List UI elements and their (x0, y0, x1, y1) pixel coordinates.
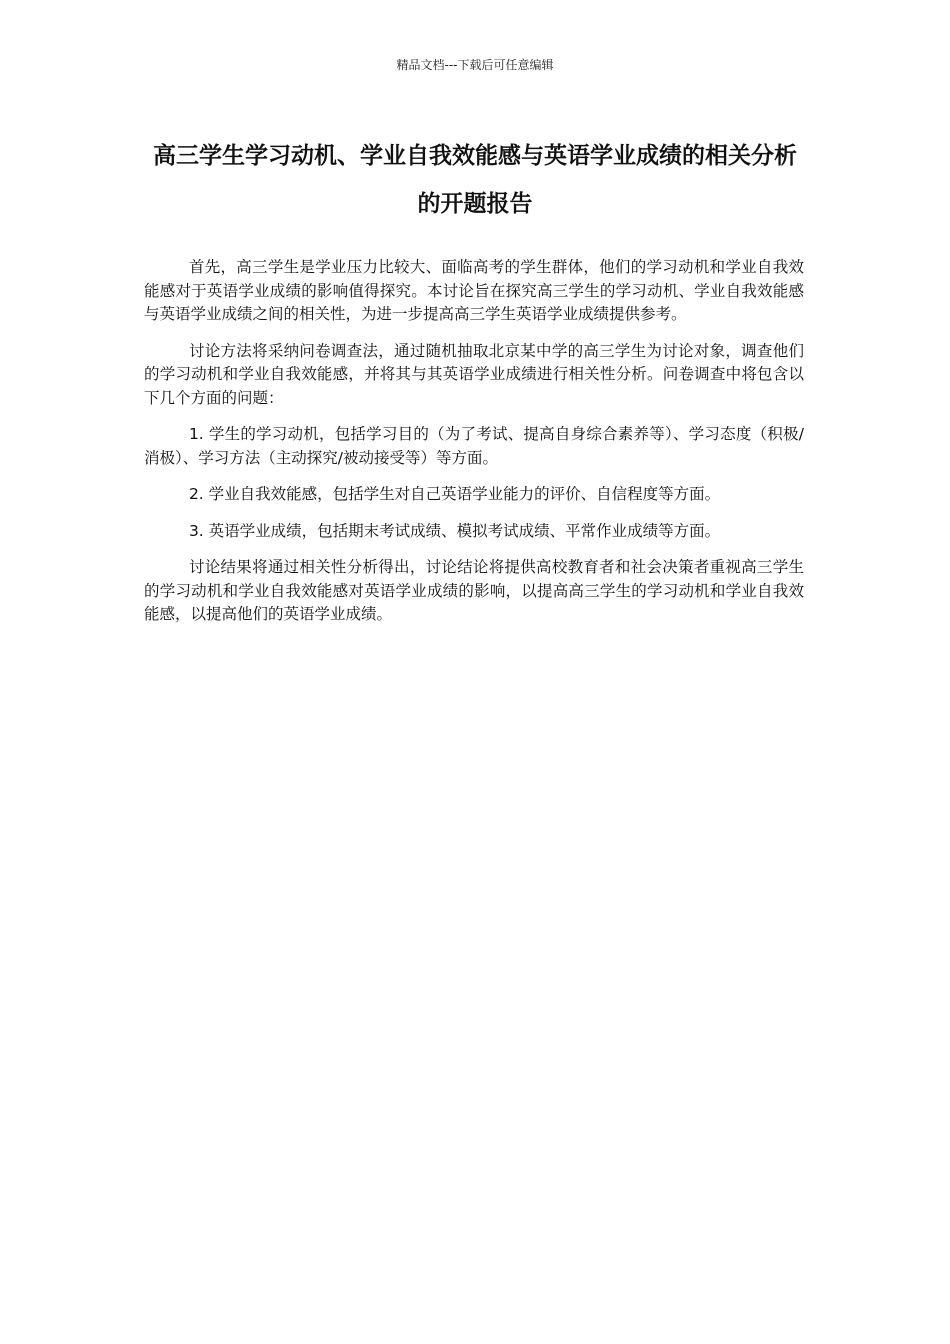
paragraph-conclusion: 讨论结果将通过相关性分析得出，讨论结论将提供高校教育者和社会决策者重视高三学生的学习动机和学业自我效能感对英语学业成绩的影响，以提高高三学生的学习动机和学业自我效能感，以提高他们的英语学业成绩。 (144, 558, 804, 623)
list-item-self-efficacy: 2. 学业自我效能感，包括学生对自己英语学业能力的评价、自信程度等方面。 (188, 485, 721, 503)
list-item-english-score: 3. 英语学业成绩，包括期末考试成绩、模拟考试成绩、平常作业成绩等方面。 (188, 521, 721, 540)
paragraph-method: 讨论方法将采纳问卷调查法，通过随机抽取北京某中学的高三学生为讨论对象，调查他们的学习动机和学业自我效能感，并将其与其英语学业成绩进行相关性分析。问卷调查中将包含以下几个方面的问题： (144, 341, 804, 407)
list-item-motivation: 1. 学生的学习动机，包括学习目的（为了考试、提高自身综合素养等）、学习态度（积极/消极）、学习方法（主动探究/被动接受等）等方面。 (144, 425, 804, 467)
page-header: 精品文档---下载后可任意编辑 (396, 58, 554, 72)
paragraph-intro: 首先，高三学生是学业压力比较大、面临高考的学生群体，他们的学习动机和学业自我效能感对于英语学业成绩的影响值得探究。本讨论旨在探究高三学生的学习动机、学业自我效能感与英语学业成绩之间的相关性，为进一步提高高三学生英语学业成绩提供参考。 (144, 258, 804, 323)
document-title: 高三学生学习动机、学业自我效能感与英语学业成绩的相关分析的开题报告 (153, 143, 797, 217)
document-body (144, 256, 804, 640)
